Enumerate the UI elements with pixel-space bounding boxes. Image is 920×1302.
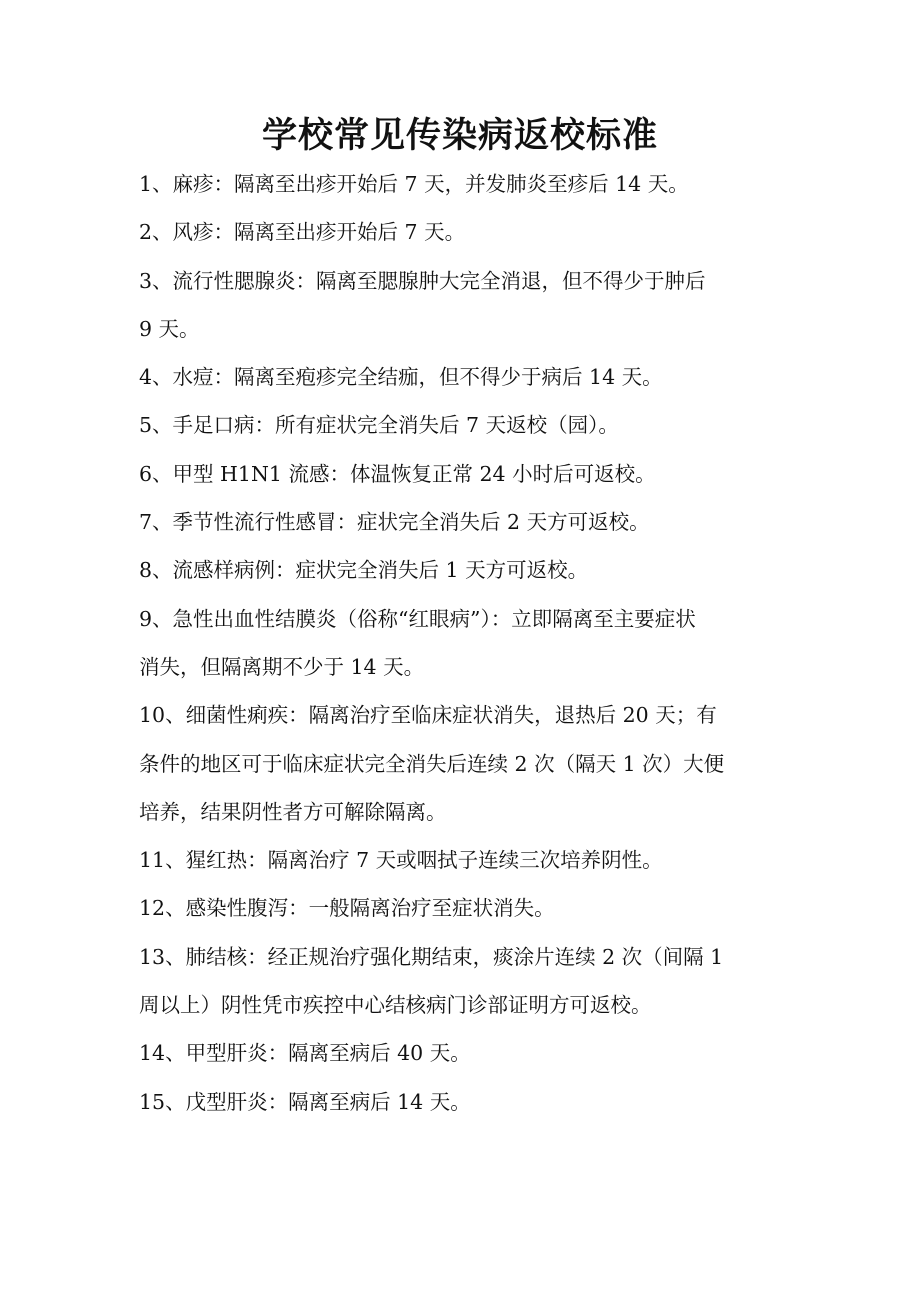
standard-item — [139, 160, 789, 208]
standard-item — [139, 884, 789, 932]
standard-item-line: 1、麻疹：隔离至出疹开始后 7 天，并发肺炎至疹后 14 天。 — [139, 172, 689, 196]
standard-item-line: 2、风疹：隔离至出疹开始后 7 天。 — [139, 220, 466, 245]
standard-item — [139, 1029, 789, 1077]
standard-item-line: 8、流感样病例：症状完全消失后 1 天方可返校。 — [139, 558, 589, 583]
standard-item — [139, 401, 789, 449]
standard-item-line: 5、手足口病：所有症状完全消失后 7 天返校（园）。 — [139, 413, 619, 438]
standard-item — [139, 450, 789, 498]
standard-item — [139, 1078, 789, 1126]
standard-item-line: 10、细菌性痢疾：隔离治疗至临床症状消失，退热后 20 天；有 — [139, 703, 717, 728]
standard-item-line: 15、戊型肝炎：隔离至病后 14 天。 — [139, 1089, 471, 1114]
standard-item-line: 条件的地区可于临床症状完全消失后连续 2 次（隔天 1 次）大便 — [139, 751, 725, 776]
standard-item — [139, 546, 789, 594]
standard-item-line: 11、猩红热：隔离治疗 7 天或咽拭子连续三次培养阴性。 — [139, 848, 663, 873]
standard-item-line: 14、甲型肝炎：隔离至病后 40 天。 — [139, 1041, 471, 1066]
document-title: 学校常见传染病返校标准 — [261, 115, 658, 156]
standard-item — [139, 498, 789, 546]
standard-item — [139, 353, 789, 401]
standard-item-line: 12、感染性腹泻：一般隔离治疗至症状消失。 — [139, 896, 555, 921]
standard-item — [139, 257, 789, 354]
standard-item — [139, 595, 789, 692]
standard-item-line: 7、季节性流行性感冒：症状完全消失后 2 天方可返校。 — [139, 510, 650, 535]
standards-list — [139, 160, 789, 1126]
standard-item-line: 9、急性出血性结膜炎（俗称“红眼病”）：立即隔离至主要症状 — [139, 606, 696, 631]
standard-item-line: 9 天。 — [139, 316, 200, 341]
standard-item — [139, 836, 789, 884]
standard-item-line: 周以上）阴性凭市疾控中心结核病门诊部证明方可返校。 — [139, 993, 652, 1018]
standard-item-line: 6、甲型 H1N1 流感：体温恢复正常 24 小时后可返校。 — [139, 461, 656, 486]
standard-item-line: 培养，结果阴性者方可解除隔离。 — [139, 799, 447, 824]
standard-item — [139, 691, 789, 836]
standard-item-line: 消失，但隔离期不少于 14 天。 — [139, 654, 425, 679]
standard-item-line: 4、水痘：隔离至疱疹完全结痂，但不得少于病后 14 天。 — [139, 365, 663, 390]
standard-item — [139, 933, 789, 1030]
standard-item-line: 13、肺结核：经正规治疗强化期结束，痰涂片连续 2 次（间隔 1 — [139, 944, 724, 969]
standard-item-line: 3、流行性腮腺炎：隔离至腮腺肿大完全消退，但不得少于肿后 — [139, 268, 706, 293]
standard-item — [139, 208, 789, 256]
